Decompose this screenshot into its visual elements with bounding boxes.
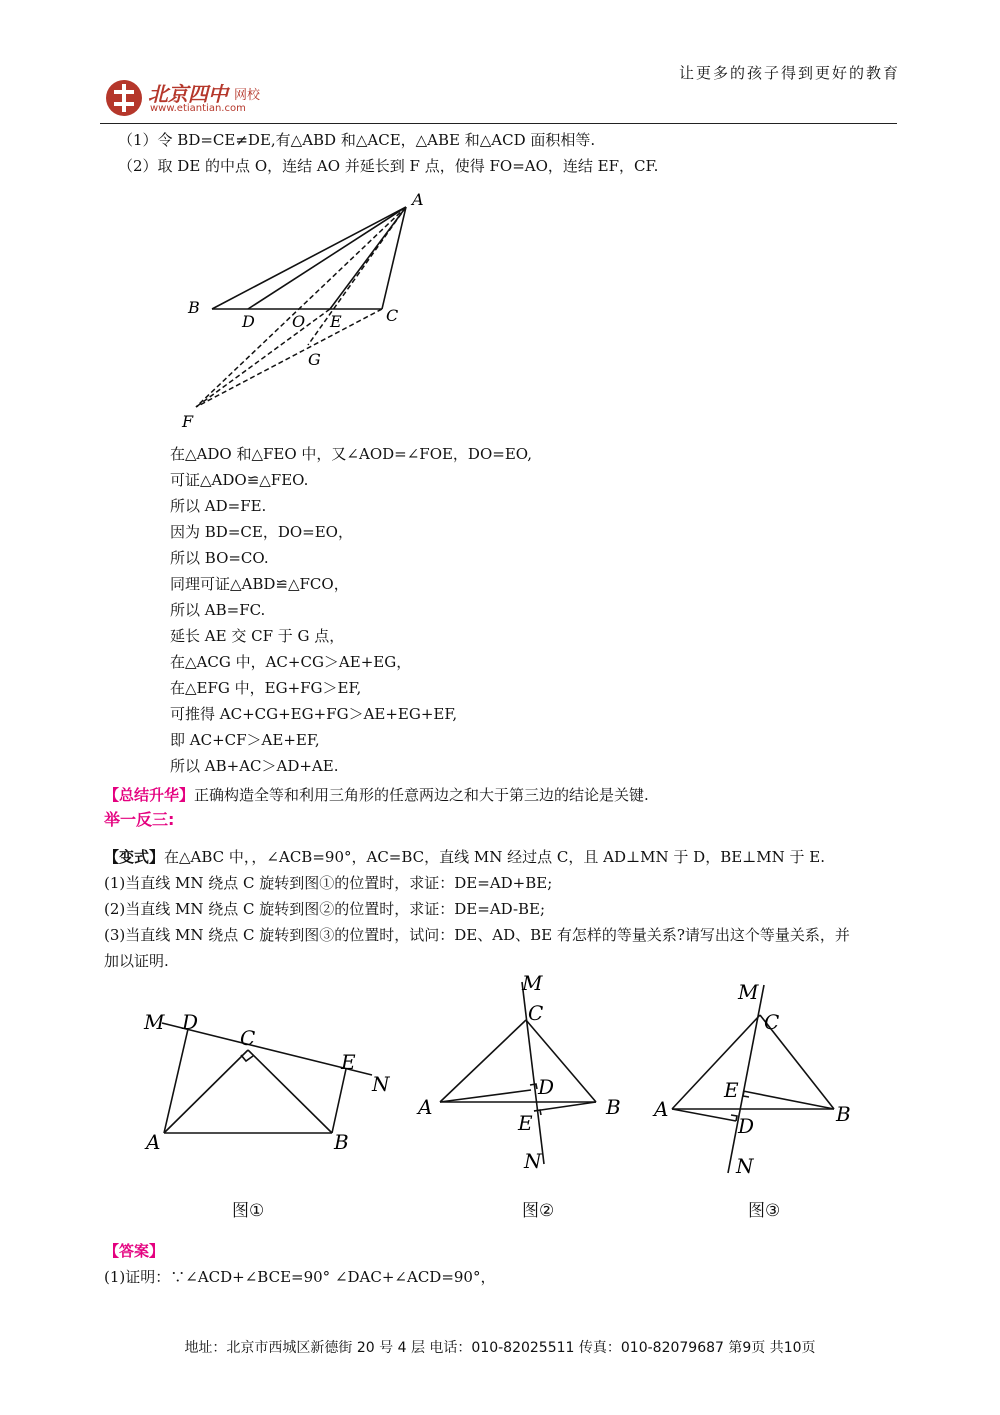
fig-v1-label-M: M — [144, 1010, 165, 1034]
fig1-label-D: D — [242, 312, 255, 331]
fig-v3-label-A: A — [654, 1097, 669, 1121]
question-3-cont: 加以证明. — [104, 952, 169, 970]
fig1-label-F: F — [182, 412, 194, 431]
fig-v2-label-A: A — [418, 1095, 433, 1119]
fig-v2-label-C: C — [528, 1001, 544, 1025]
variant — [104, 847, 825, 867]
section-title: 举一反三: — [104, 810, 175, 829]
fig-v2-label-B: B — [606, 1095, 621, 1119]
fig-v2-label-M: M — [522, 971, 543, 995]
proof-line-11: 可推得 AC+CG+EG+FG＞AE+EG+EF, — [170, 705, 458, 723]
proof-line-4: 因为 BD=CE，DO=EO， — [170, 523, 353, 541]
caption-fig-1: 图① — [232, 1201, 265, 1221]
fig-v2-label-E: E — [518, 1111, 533, 1135]
proof-line-3: 所以 AD=FE. — [170, 497, 267, 515]
fig-v2-label-D: D — [538, 1075, 555, 1099]
header-rule — [100, 123, 897, 124]
proof-line-1: 在△ADO 和△FEO 中，又∠AOD=∠FOE，DO=EO, — [170, 445, 532, 463]
variant-tag: 【变式】 — [104, 848, 165, 866]
question-1: (1)当直线 MN 绕点 C 旋转到图①的位置时，求证：DE=AD+BE; — [104, 874, 553, 892]
proof-line-5: 所以 BO=CO. — [170, 549, 269, 567]
answer-tag: 【答案】 — [104, 1242, 165, 1260]
fig-v3-label-B: B — [836, 1102, 851, 1126]
fig1-label-B: B — [188, 298, 200, 317]
fig-v2-label-N: N — [524, 1149, 542, 1173]
fig-v1-label-B: B — [334, 1130, 349, 1154]
fig-v3-label-D: D — [738, 1114, 755, 1138]
fig-v1-label-D: D — [182, 1010, 199, 1034]
fig1-label-A: A — [412, 190, 424, 209]
proof-line-6: 同理可证△ABD≌△FCO， — [170, 575, 349, 593]
answer-line: (1)证明：∵∠ACD+∠BCE=90° ∠DAC+∠ACD=90°， — [104, 1268, 496, 1286]
fig-v1-label-N: N — [372, 1072, 390, 1096]
question-2: (2)当直线 MN 绕点 C 旋转到图②的位置时，求证：DE=AD-BE; — [104, 900, 546, 918]
logo-url: www.etiantian.com — [150, 103, 246, 114]
proof-line-7: 所以 AB=FC. — [170, 601, 266, 619]
fig1-label-G: G — [308, 350, 321, 369]
summary-tag: 【总结升华】 — [104, 786, 195, 804]
fig1-label-E: E — [330, 312, 342, 331]
variant-text: 在△ABC 中，，∠ACB=90°，AC=BC，直线 MN 经过点 C，且 AD⊥MN 于 D，BE⊥MN 于 E. — [164, 848, 826, 866]
figure-variant-2 — [410, 968, 640, 1178]
caption-fig-3: 图③ — [748, 1201, 781, 1221]
fig-v3-label-E: E — [724, 1078, 739, 1102]
fig1-label-C: C — [386, 306, 399, 325]
fig-v1-label-C: C — [240, 1026, 256, 1050]
question-3: (3)当直线 MN 绕点 C 旋转到图③的位置时，试问：DE、AD、BE 有怎样的等量关系?请写出这个等量关系，并 — [104, 926, 850, 944]
slogan: 让更多的孩子得到更好的教育 — [678, 64, 900, 82]
figure-1-triangle — [170, 185, 440, 435]
fig-v1-label-E: E — [341, 1050, 356, 1074]
caption-fig-2: 图② — [522, 1201, 555, 1221]
summary-text: 正确构造全等和利用三角形的任意两边之和大于第三边的结论是关键. — [194, 786, 649, 804]
fig-v3-label-M: M — [738, 980, 759, 1004]
fig-v3-label-C: C — [764, 1010, 780, 1034]
fig-v1-label-A: A — [146, 1130, 161, 1154]
proof-line-13: 所以 AB+AC＞AD+AE. — [170, 757, 339, 775]
fig-v3-label-N: N — [736, 1154, 754, 1178]
figure-variant-1 — [140, 1005, 400, 1155]
proof-line-10: 在△EFG 中，EG+FG＞EF, — [170, 679, 362, 697]
proof-line-12: 即 AC+CF＞AE+EF, — [170, 731, 320, 749]
logo-brand: 北京四中 — [148, 82, 228, 106]
page-footer: 地址：北京市西城区新德街 20 号 4 层 电话：010-82025511 传真：010-82079687 第9页 共10页 — [184, 1340, 816, 1356]
intro-line-1: （1）令 BD=CE≠DE,有△ABD 和△ACE，△ABE 和△ACD 面积相等. — [118, 131, 596, 149]
fig1-label-O: O — [292, 312, 306, 331]
proof-line-8: 延长 AE 交 CF 于 G 点， — [170, 627, 345, 645]
intro-line-2: （2）取 DE 的中点 O，连结 AO 并延长到 F 点，使得 FO=AO，连结 EF，CF. — [118, 157, 659, 175]
logo-suffix: 网校 — [234, 88, 261, 103]
proof-line-2: 可证△ADO≌△FEO. — [170, 471, 309, 489]
proof-line-9: 在△ACG 中，AC+CG＞AE+EG， — [170, 653, 412, 671]
figure-variant-3 — [650, 975, 870, 1180]
summary — [104, 785, 649, 805]
site-logo — [104, 78, 304, 118]
